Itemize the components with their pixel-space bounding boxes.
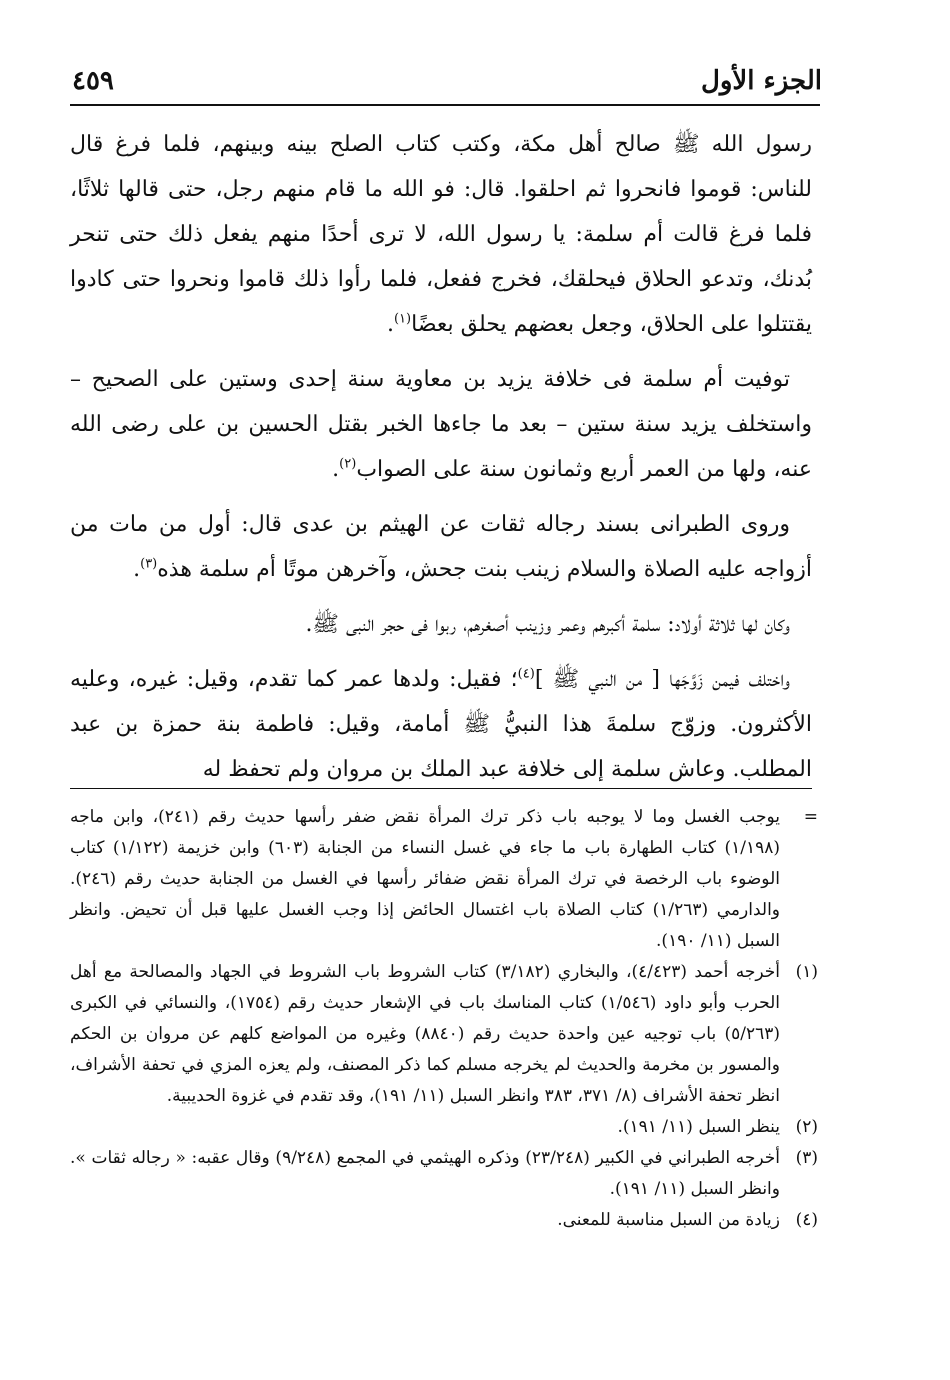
footnote-ref: (٣) <box>140 556 158 572</box>
footnotes <box>70 802 818 1236</box>
footnote-ref: (٤) <box>517 666 535 682</box>
paragraph <box>70 657 812 792</box>
footnote-text: زيادة من السبل مناسبة للمعنى. <box>557 1210 780 1230</box>
footnote <box>70 1112 818 1143</box>
paragraph <box>70 502 812 592</box>
footnote <box>70 957 818 1112</box>
footnote-ref: (٢) <box>339 456 357 472</box>
paragraph-text: وروى الطبرانى بسند رجاله ثقات عن الهيثم بن عدى قال: أول من مات من أزواجه عليه الصلاة والسلام زينب بنت جحش، وآخرهن موتًا أم سلمة هذه <box>70 512 812 582</box>
footnote-marker: (٤) <box>795 1210 818 1230</box>
footnote-separator <box>70 788 812 789</box>
footnote-text: ينظر السبل (١١/ ١٩١). <box>617 1117 780 1137</box>
paragraph-text: رسول الله ﷺ صالح أهل مكة، وكتب كتاب الصلح بينه وبينهم، فلما فرغ قال للناس: قوموا فانحروا ثم احلقوا. قال: فو الله ما قام منهم رجل، حتى قالها ثلاثًا، فلما فرغ قالت أم سلمة: يا رسول الله، لا ترى أحدًا منهم يفعل ذلك حتى تنحر بُدنك، وتدعو الحلاق فيحلقك، فخرج ففعل، فلما رأوا ذلك قاموا ونحروا حتى كادوا يقتتلوا على الحلاق، وجعل بعضهم يحلق بعضًا <box>70 132 812 337</box>
paragraph-text: وكان لها ثلاثة أولاد: سلمة أكبرهم وعمر وزينب أصغرهم، ربوا فى حجر النبى ﷺ. <box>305 612 790 637</box>
footnote <box>70 1205 818 1236</box>
paragraph-text: توفيت أم سلمة فى خلافة يزيد بن معاوية سنة إحدى وستين على الصحيح – واستخلف يزيد سنة ستين – بعد ما جاءها الخبر بقتل الحسين بن على رضى الله عنه، ولها من العمر أربع وثمانون سنة على الصواب <box>70 367 812 482</box>
paragraph <box>70 357 812 492</box>
footnote-text: يوجب الغسل وما لا يوجبه باب ذكر ترك المرأة نقض ضفر رأسها حديث رقم (٢٤١)، وابن ماجه (١/١٩٨) كتاب الطهارة باب ما جاء في غسل النساء من الجنابة (٦٠٣) وابن خزيمة (١/١٢٢) كتاب الوضوء باب الرخصة في ترك المرأة نقض ضفائر رأسها في الغسل من الجنابة حديث رقم (٢٤٦). والدارمي (١/٢٦٣) كتاب الصلاة باب اغتسال الحائض إذا وجب الغسل عليها قبل أن تحيض. وانظر السبل (١١/ ١٩٠). <box>70 807 780 951</box>
footnote-text: أخرجه الطبراني في الكبير (٢٣/٢٤٨) وذكره الهيثمي في المجمع (٩/٢٤٨) وقال عقبه: « رجاله ثقات ». وانظر السبل (١١/ ١٩١). <box>70 1148 780 1199</box>
paragraph-end: . <box>133 557 141 582</box>
footnote-ref: (١) <box>393 311 412 327</box>
paragraph-text: واختلف فيمن زَوَّجَها [ من النبي ﷺ ] <box>534 667 790 692</box>
footnote-marker: (٢) <box>795 1117 818 1137</box>
footnote-text: أخرجه أحمد (٤/٤٢٣)، والبخاري (٣/١٨٢) كتاب الشروط باب الشروط في الجهاد والمصالحة مع أهل الحرب وأبو داود (١/٥٤٦) كتاب المناسك باب في الإشعار حديث رقم (١٧٥٤)، والنسائي في الكبرى (٥/٢٦٣) باب توجيه عين واحدة حديث رقم (٨٨٤٠) وغيره من المواضع كلهم عن مروان بن الحكم والمسور بن مخرمة والحديث لم يخرجه مسلم كما ذكر المصنف، ولم يعزه المزي في تحفة الأشراف، انظر تحفة الأشراف (٨/ ٣٧١، ٣٨٣ وانظر السبل (١١/ ١٩١)، وقد تقدم في غزوة الحديبية. <box>70 962 781 1106</box>
page-header <box>72 52 822 96</box>
main-text <box>70 122 812 802</box>
header-rule <box>70 104 820 106</box>
footnote <box>70 802 818 957</box>
paragraph <box>70 602 812 647</box>
page-number: ٤٥٩ <box>72 66 114 96</box>
paragraph-text: ؛ فقيل: ولدها عمر كما تقدم، وقيل: غيره، وعليه الأكثرون. وزوّج سلمةَ هذا النبيُّ ﷺ أمامة، وقيل: فاطمة بنة حمزة بن عبد المطلب. وعاش سلمة إلى خلافة عبد الملك بن مروان ولم تحفظ له <box>70 667 812 782</box>
footnote <box>70 1143 818 1205</box>
footnote-marker: = <box>803 807 818 827</box>
paragraph-end: . <box>386 312 394 337</box>
running-title: الجزء الأول <box>700 66 822 96</box>
paragraph-end: . <box>332 457 340 482</box>
footnote-marker: (٣) <box>795 1148 818 1168</box>
paragraph <box>70 122 812 347</box>
footnote-marker: (١) <box>795 962 818 982</box>
